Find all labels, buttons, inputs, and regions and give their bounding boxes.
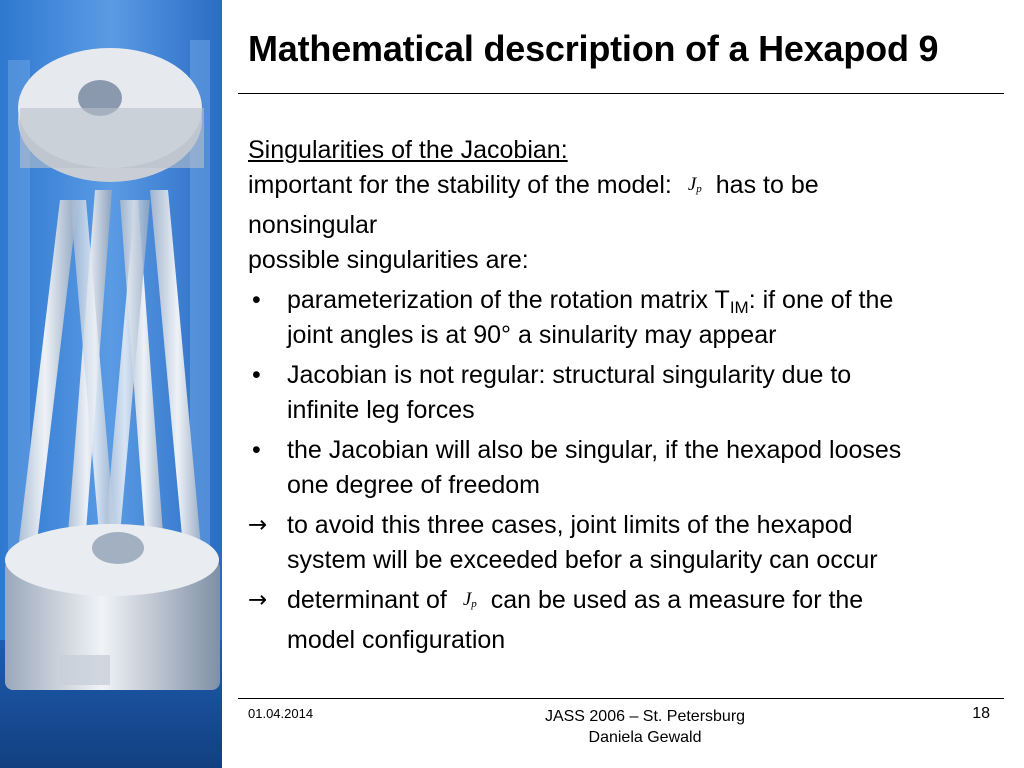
body-line-2: nonsingular	[248, 211, 378, 239]
jacobian-symbol-base: J	[462, 589, 472, 610]
footer-author: Daniela Gewald	[588, 729, 702, 746]
slide-title: Mathematical description of a Hexapod 9	[248, 28, 939, 69]
bullet-line: the Jacobian will also be singular, if the hexapod looses	[287, 436, 902, 464]
matrix-subscript: IM	[729, 298, 749, 317]
bullet-line: infinite leg forces	[287, 396, 475, 424]
bullet-item	[248, 283, 1008, 353]
bullet-text-tail: can be used as a measure for the	[490, 586, 864, 614]
bullet-item	[248, 358, 1008, 428]
bullet-line: model configuration	[287, 626, 506, 654]
bullet-line: Jacobian is not regular: structural singularity due to	[287, 361, 852, 389]
body-line-3: possible singularities are:	[248, 246, 529, 274]
footer-event: JASS 2006 – St. Petersburg	[544, 708, 746, 725]
jacobian-symbol	[463, 582, 477, 620]
footer-date: 01.04.2014	[248, 706, 314, 721]
section-heading: Singularities of the Jacobian:	[248, 136, 568, 164]
bullet-line: to avoid this three cases, joint limits of the hexapod	[287, 511, 853, 539]
bullet-item	[248, 583, 1008, 658]
arrow-right-icon: →	[248, 512, 268, 538]
jacobian-symbol-subscript: p	[471, 598, 477, 610]
arrow-right-icon: →	[248, 587, 268, 613]
bullet-line: joint angles is at 90° a sinularity may appear	[287, 321, 777, 349]
footer-center	[495, 706, 795, 748]
bullet-text: parameterization of the rotation matrix T	[287, 286, 730, 314]
title-divider	[238, 93, 1004, 94]
bullet-marker: •	[252, 436, 261, 464]
body-line-1-tail: has to be	[715, 171, 819, 199]
jacobian-symbol-subscript: p	[696, 183, 702, 195]
body-line-1-text: important for the stability of the model:	[248, 171, 672, 199]
hexapod-illustration	[0, 0, 222, 768]
jacobian-symbol-base: J	[687, 174, 697, 195]
bullet-line	[287, 583, 1008, 623]
footer-divider	[238, 698, 1004, 699]
hexapod-photo	[0, 0, 222, 768]
bullet-line	[287, 283, 1008, 318]
body-line-1	[248, 168, 1008, 208]
bullet-text-tail: : if one of the	[748, 286, 894, 314]
page-number: 18	[972, 705, 990, 722]
bullet-marker: •	[252, 361, 261, 389]
bullet-item	[248, 433, 1008, 503]
slide-body	[248, 133, 1008, 658]
jacobian-symbol	[688, 167, 702, 205]
bullet-text: determinant of	[287, 586, 447, 614]
bullet-marker: •	[252, 286, 261, 314]
bullet-line: system will be exceeded befor a singularity can occur	[287, 546, 878, 574]
bullet-line: one degree of freedom	[287, 471, 540, 499]
bullet-item	[248, 508, 1008, 578]
